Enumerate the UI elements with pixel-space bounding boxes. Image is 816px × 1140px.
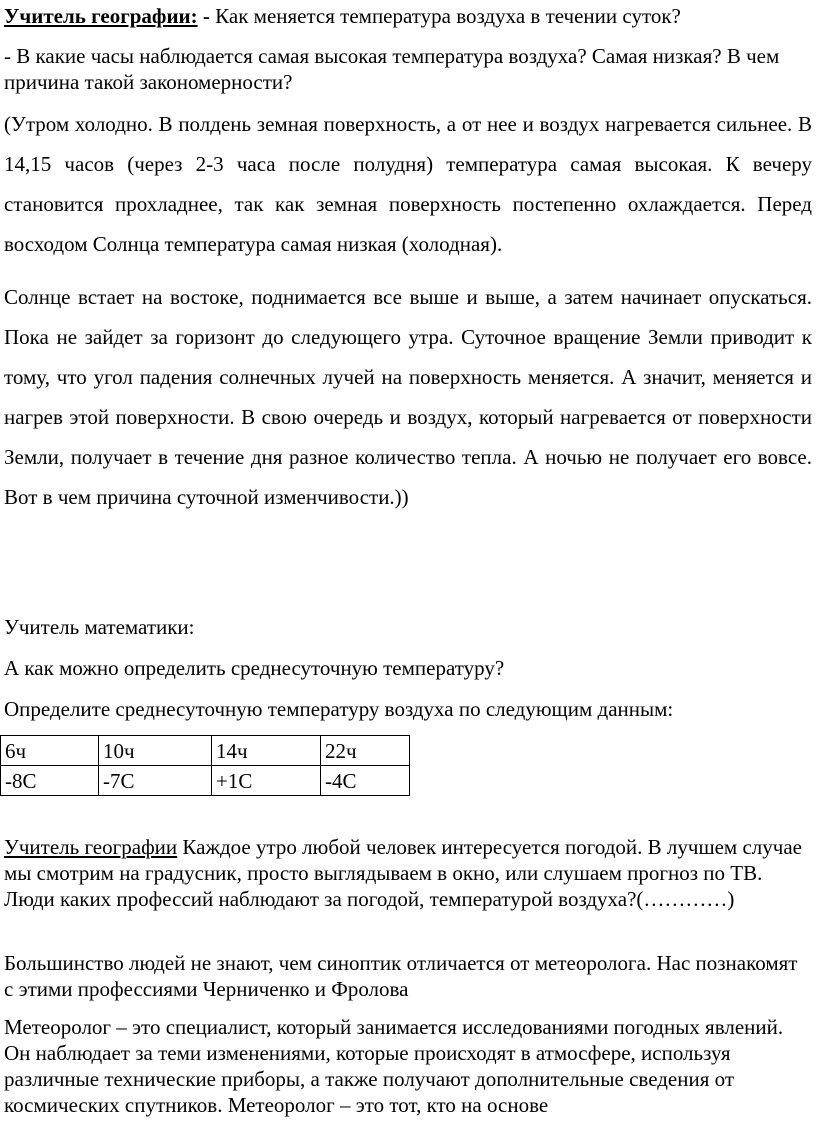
geography-question: Учитель географии: - Как меняется температура воздуха в течении суток? <box>4 4 681 28</box>
math-task: Определите среднесуточную температуру воздуха по следующим данным: <box>4 697 674 721</box>
table-cell: -7С <box>99 766 212 796</box>
temperature-table <box>0 735 410 796</box>
geography-weather-paragraph <box>4 834 812 912</box>
table-row-hours <box>1 736 410 766</box>
geography-explanation: Солнце встает на востоке, поднимается все выше и выше, а затем начинает опускаться. Пока не зайдет за горизонт до следующего утра. Суточное вращение Земли приводит к тому, что угол падения солнечных лучей на поверхность меняется. А значит, меняется и нагрев этой поверхности. В свою очередь и воздух, который нагревается от поверхности Земли, получает в течение дня разное количество тепла. А ночью не получает его вовсе. Вот в чем причина суточной изменчивости.)) <box>4 285 812 509</box>
geography-answer: (Утром холодно. В полдень земная поверхность, а от нее и воздух нагревается сильнее. В 14,15 часов (через 2-3 часа после полудня) температура самая высокая. К вечеру становится прохладнее, так как земная поверхность постепенно охлаждается. Перед восходом Солнца температура самая низкая (холодная). <box>4 112 812 256</box>
table-cell: 6ч <box>1 736 99 766</box>
weather-paragraph-text: Каждое утро любой человек интересуется погодой. В лучшем случае мы смотрим на градусник, просто выглядываем в окно, или слушаем прогноз по ТВ. Люди каких профессий наблюдают за погодой, температурой воздуха?(…………) <box>4 835 802 911</box>
geography-teacher-label-2: Учитель географии <box>4 835 178 859</box>
geography-question-2: - В какие часы наблюдается самая высокая температура воздуха? Самая низкая? В чем причина такой закономерности? <box>4 44 780 94</box>
table-cell: 10ч <box>99 736 212 766</box>
table-cell: -8С <box>1 766 99 796</box>
geography-teacher-label: Учитель географии: <box>4 4 198 28</box>
table-row-temps <box>1 766 410 796</box>
meteorologist-paragraph: Метеоролог – это специалист, который занимается исследованиями погодных явлений. Он наблюдает за теми изменениями, которые происходят в атмосфере, используя различные технические приборы, а также получают дополнительные сведения от космических спутников. Метеоролог – это тот, кто на основе <box>4 1015 784 1117</box>
table-cell: +1С <box>212 766 321 796</box>
math-teacher-label: Учитель математики: <box>4 615 195 639</box>
table-cell: 22ч <box>321 736 410 766</box>
table-cell: -4С <box>321 766 410 796</box>
professions-paragraph: Большинство людей не знают, чем синоптик отличается от метеоролога. Нас познакомят с этими профессиями Черниченко и Фролова <box>4 951 798 1001</box>
geography-question-text: Как меняется температура воздуха в течении суток? <box>209 4 681 28</box>
table-cell: 14ч <box>212 736 321 766</box>
math-question: А как можно определить среднесуточную температуру? <box>4 656 505 680</box>
